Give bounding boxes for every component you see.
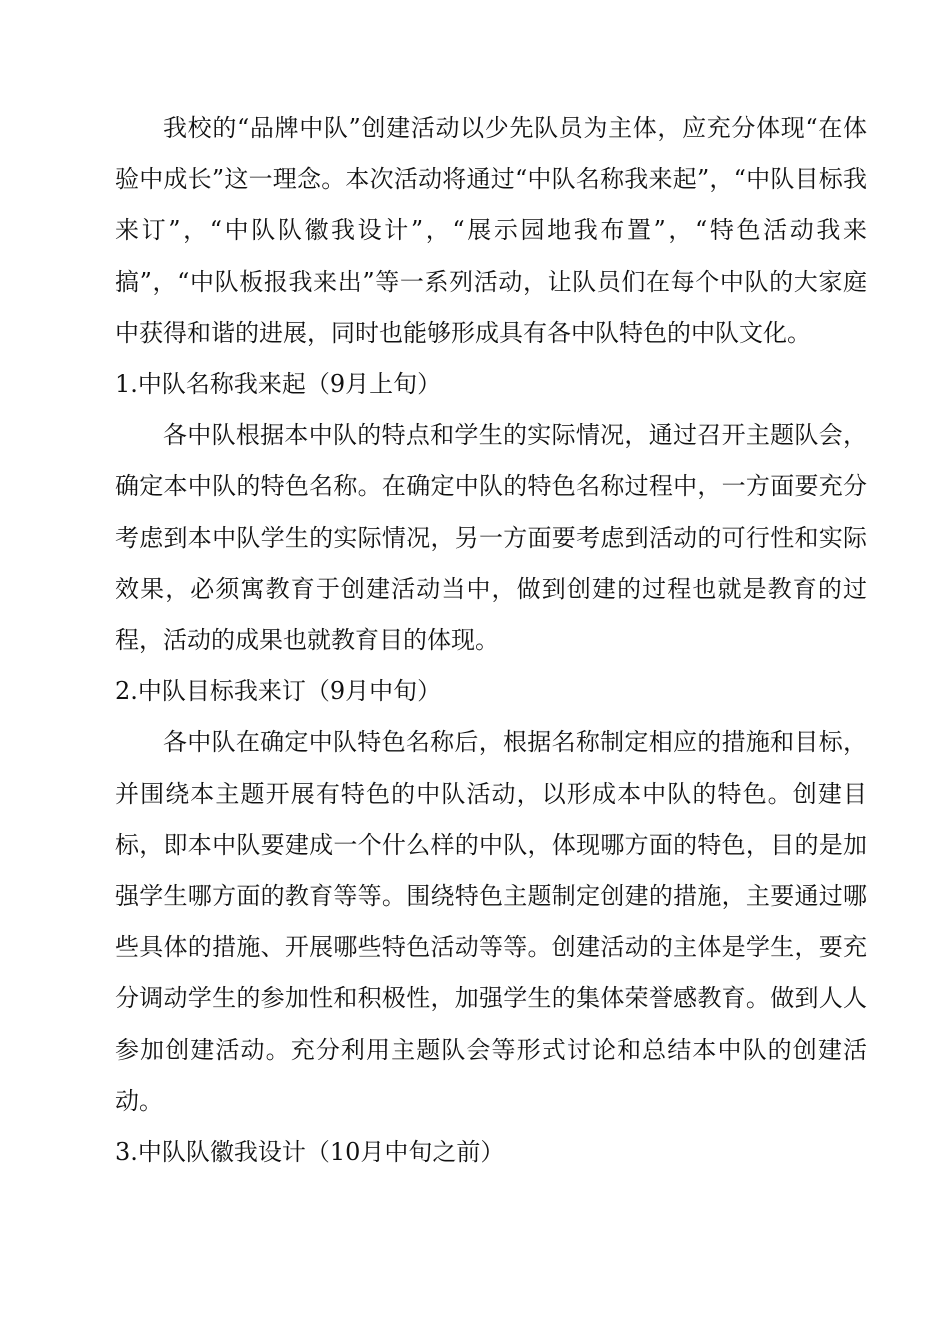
- section-1-paragraph: 各中队根据本中队的特点和学生的实际情况，通过召开主题队会，确定本中队的特色名称。在确定中队的特色名称过程中，一方面要充分考虑到本中队学生的实际情况，另一方面要考虑到活动的可行性和实际效果，必须寓教育于创建活动当中，做到创建的过程也就是教育的过程，活动的成果也就教育目的体现。: [115, 421, 867, 655]
- section-3-heading: 3.中队队徽我设计（10月中旬之前）: [115, 1138, 505, 1167]
- section-2-heading: 2.中队目标我来订（9月中旬）: [115, 677, 442, 706]
- intro-paragraph: 我校的“品牌中队”创建活动以少先队员为主体，应充分体现“在体验中成长”这一理念。本次活动将通过“中队名称我来起”，“中队目标我来订”，“中队队徽我设计”，“展示园地我布置”，“特色活动我来搞”，“中队板报我来出”等一系列活动，让队员们在每个中队的大家庭中获得和谐的进展，同时也能够形成具有各中队特色的中队文化。: [115, 114, 867, 347]
- section-2-paragraph: 各中队在确定中队特色名称后，根据名称制定相应的措施和目标，并围绕本主题开展有特色的中队活动，以形成本中队的特色。创建目标，即本中队要建成一个什么样的中队，体现哪方面的特色，目的是加强学生哪方面的教育等等。围绕特色主题制定创建的措施，主要通过哪些具体的措施、开展哪些特色活动等等。创建活动的主体是学生，要充分调动学生的参加性和积极性，加强学生的集体荣誉感教育。做到人人参加创建活动。充分利用主题队会等形式讨论和总结本中队的创建活动。: [115, 728, 867, 1115]
- document-body: [115, 103, 867, 1178]
- section-1-heading: 1.中队名称我来起（9月上旬）: [115, 370, 442, 399]
